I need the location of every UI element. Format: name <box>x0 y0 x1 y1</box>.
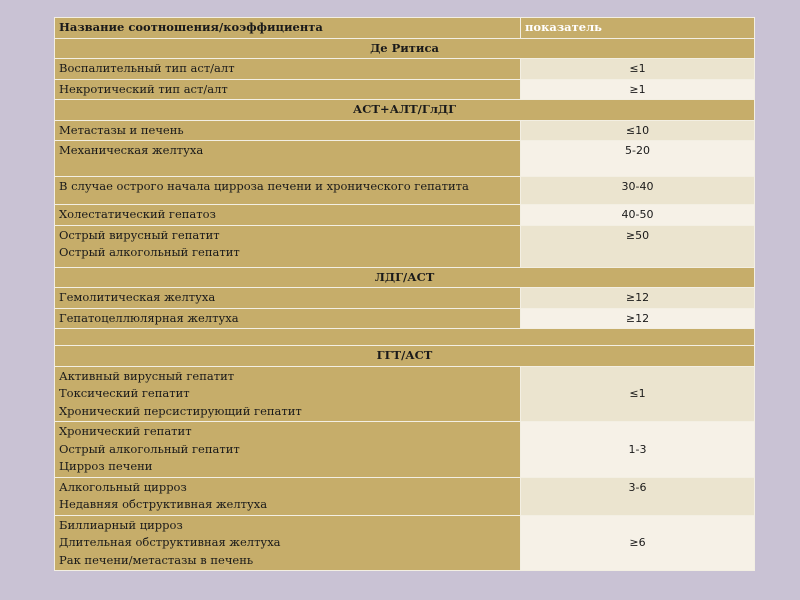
row-label: Воспалительный тип аст/алт <box>55 59 521 80</box>
table-row <box>55 308 755 329</box>
table-row <box>55 288 755 309</box>
row-value: ≥12 <box>521 308 755 329</box>
section-row <box>55 346 755 367</box>
section-title-ggt-ast: ГГТ/АСТ <box>55 346 755 367</box>
table-header-row <box>55 18 755 39</box>
row-value: ≤10 <box>521 120 755 141</box>
row-label: Хронический гепатит Острый алкогольный гепатит Цирроз печени <box>55 422 521 478</box>
row-label: Механическая желтуха <box>55 141 521 177</box>
section-title-ast-alt-gldg: АСТ+АЛТ/ГлДГ <box>55 100 755 121</box>
spacer-row <box>55 329 755 346</box>
table-row <box>55 225 755 267</box>
row-label: Некротический тип аст/алт <box>55 79 521 100</box>
row-value: ≤1 <box>521 59 755 80</box>
table-row <box>55 477 755 515</box>
section-row <box>55 38 755 59</box>
table-row <box>55 366 755 422</box>
table-row <box>55 205 755 226</box>
row-label: Активный вирусный гепатит Токсический гепатит Хронический персистирующий гепатит <box>55 366 521 422</box>
table-row <box>55 59 755 80</box>
table-row <box>55 422 755 478</box>
table-row <box>55 177 755 205</box>
row-value: ≥50 <box>521 225 755 267</box>
row-value: ≥6 <box>521 515 755 571</box>
section-title-de-ritis: Де Ритиса <box>55 38 755 59</box>
row-label: В случае острого начала цирроза печени и хронического гепатита <box>55 177 521 205</box>
row-value: 30-40 <box>521 177 755 205</box>
row-value: ≥12 <box>521 288 755 309</box>
section-row <box>55 267 755 288</box>
row-value: ≥1 <box>521 79 755 100</box>
row-label: Метастазы и печень <box>55 120 521 141</box>
row-value: 5-20 <box>521 141 755 177</box>
row-value: ≤1 <box>521 366 755 422</box>
section-title-ldg-ast: ЛДГ/АСТ <box>55 267 755 288</box>
ratio-table-slide <box>54 17 754 571</box>
table-row <box>55 79 755 100</box>
row-value: 1-3 <box>521 422 755 478</box>
row-label: Острый вирусный гепатит Острый алкогольный гепатит <box>55 225 521 267</box>
table-row <box>55 141 755 177</box>
table-row <box>55 515 755 571</box>
row-value: 40-50 <box>521 205 755 226</box>
header-name-cell: Название соотношения/коэффициента <box>55 18 521 39</box>
ratio-table <box>54 17 755 571</box>
row-label: Биллиарный цирроз Длительная обструктивная желтуха Рак печени/метастазы в печень <box>55 515 521 571</box>
row-label: Алкогольный цирроз Недавняя обструктивная желтуха <box>55 477 521 515</box>
section-row <box>55 100 755 121</box>
row-label: Гепатоцеллюлярная желтуха <box>55 308 521 329</box>
row-label: Гемолитическая желтуха <box>55 288 521 309</box>
row-value: 3-6 <box>521 477 755 515</box>
header-value-cell: показатель <box>521 18 755 39</box>
table-row <box>55 120 755 141</box>
blank-divider <box>55 329 755 346</box>
row-label: Холестатический гепатоз <box>55 205 521 226</box>
